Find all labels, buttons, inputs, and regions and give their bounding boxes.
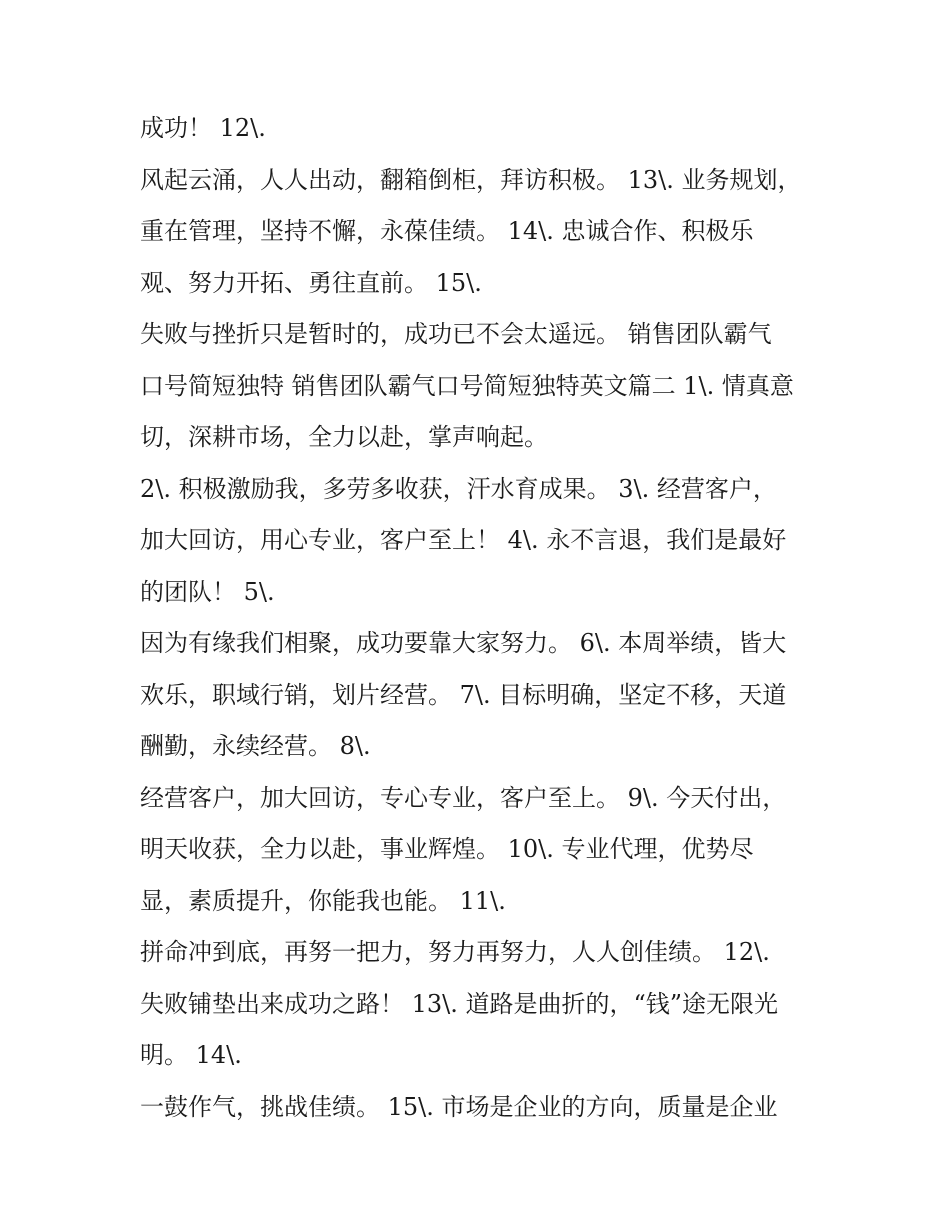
text-line: 重在管理，坚持不懈，永葆佳绩。 14\. 忠诚合作、积极乐 bbox=[140, 217, 754, 245]
text-line: 欢乐，职域行销，划片经营。 7\. 目标明确，坚定不移，天道 bbox=[140, 680, 787, 709]
text-line: 2\. 积极激励我，多劳多收获，汗水育成果。 3\. 经营客户， bbox=[140, 474, 777, 503]
text-line: 切，深耕市场，全力以赴，掌声响起。 bbox=[140, 423, 548, 451]
text-line: 成功！ 12\. bbox=[140, 114, 266, 142]
text-line: 明。 14\. bbox=[140, 1041, 242, 1069]
text-line: 显，素质提升，你能我也能。 11\. bbox=[140, 886, 506, 915]
text-line: 经营客户，加大回访，专心专业，客户至上。 9\. 今天付出， bbox=[140, 783, 787, 812]
document-body bbox=[140, 103, 820, 1133]
text-line: 的团队！ 5\. bbox=[140, 577, 275, 606]
text-line: 因为有缘我们相聚，成功要靠大家努力。 6\. 本周举绩，皆大 bbox=[140, 629, 787, 657]
text-line: 失败铺垫出来成功之路！ 13\. 道路是曲折的，“钱”途无限光 bbox=[140, 989, 779, 1018]
text-line: 观、努力开拓、勇往直前。 15\. bbox=[140, 268, 482, 297]
text-line: 一鼓作气，挑战佳绩。 15\. 市场是企业的方向，质量是企业 bbox=[140, 1092, 778, 1121]
text-line: 酬勤，永续经营。 8\. bbox=[140, 732, 371, 760]
text-line: 风起云涌，人人出动，翻箱倒柜，拜访积极。 13\. 业务规划， bbox=[140, 165, 802, 194]
text-line: 口号简短独特 销售团队霸气口号简短独特英文篇二 1\. 情真意 bbox=[140, 371, 794, 400]
text-line: 加大回访，用心专业，客户至上！ 4\. 永不言退，我们是最好 bbox=[140, 526, 787, 554]
text-line: 拼命冲到底，再努一把力，努力再努力，人人创佳绩。 12\. bbox=[140, 938, 770, 966]
text-line: 失败与挫折只是暂时的，成功已不会太遥远。 销售团队霸气 bbox=[140, 320, 772, 348]
text-line: 明天收获，全力以赴，事业辉煌。 10\. 专业代理，优势尽 bbox=[140, 835, 754, 863]
